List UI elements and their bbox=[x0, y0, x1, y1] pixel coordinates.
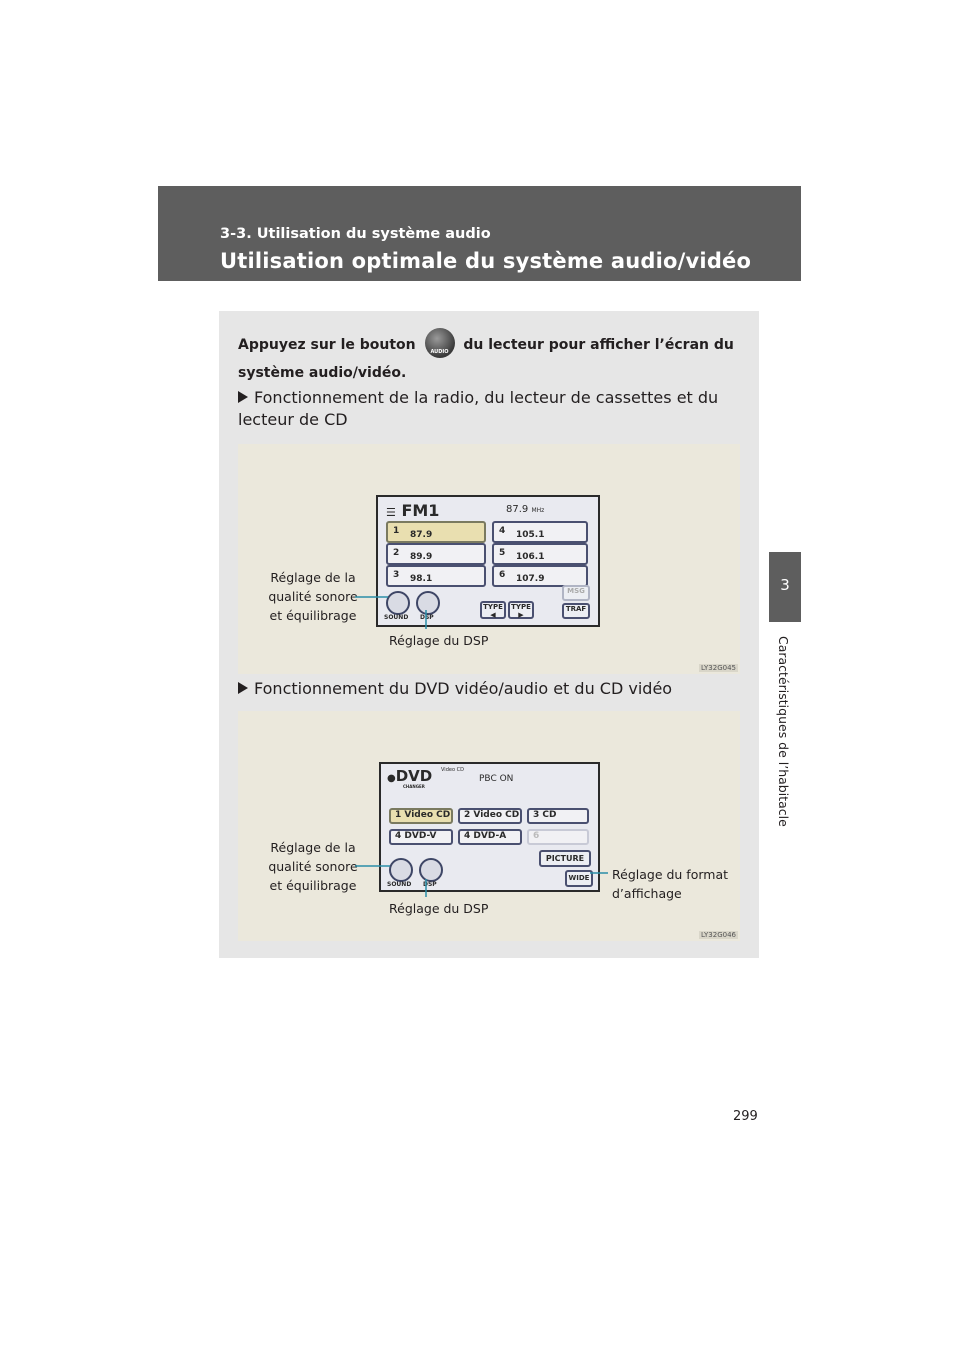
frequency-value: 87.9 bbox=[506, 504, 529, 515]
chapter-side-label-text: Caractéristiques de l’habitacle bbox=[776, 636, 791, 827]
band-text: FM1 bbox=[401, 501, 440, 520]
arrow-right-icon: ▶ bbox=[518, 611, 524, 619]
preset-value: 87.9 bbox=[410, 530, 433, 540]
preset-number: 4 bbox=[499, 526, 506, 536]
sound-button-label: SOUND bbox=[387, 881, 412, 888]
chapter-side-label bbox=[773, 636, 795, 836]
disc-number: 2 bbox=[464, 810, 471, 820]
callout-sound-quality: Réglage de la qualité sonore et équilibrage bbox=[268, 840, 358, 893]
callout-dsp: Réglage du DSP bbox=[389, 633, 489, 648]
callout-sound-quality: Réglage de la qualité sonore et équilibrage bbox=[268, 570, 358, 623]
intro-after: du lecteur pour afficher l’écran du système audio/vidéo. bbox=[238, 337, 734, 381]
dvd-title-text: DVD bbox=[395, 767, 433, 785]
audio-button-label: AUDIO bbox=[430, 349, 449, 355]
callout-leaders bbox=[238, 444, 740, 674]
type-prev-label: TYPE bbox=[483, 603, 503, 611]
traf-button[interactable]: TRAF bbox=[562, 603, 590, 619]
msg-button[interactable]: MSG bbox=[562, 585, 590, 601]
section-heading-dvd bbox=[238, 678, 743, 700]
preset-value: 107.9 bbox=[516, 574, 545, 584]
preset-number: 5 bbox=[499, 548, 506, 558]
content-panel bbox=[219, 311, 759, 958]
preset-value: 105.1 bbox=[516, 530, 545, 540]
disc-type-label: Video CD bbox=[441, 767, 464, 773]
section-heading-dvd-text: Fonctionnement du DVD vidéo/audio et du CD vidéo bbox=[254, 679, 673, 698]
intro-before: Appuyez sur le bouton bbox=[238, 337, 416, 353]
intro-paragraph bbox=[238, 330, 738, 386]
disc-number: 6 bbox=[533, 831, 540, 841]
dvd-subtitle: CHANGER bbox=[403, 784, 425, 789]
figure-code: LY32G045 bbox=[701, 664, 736, 672]
triangle-bullet-icon bbox=[238, 391, 248, 403]
sound-button-label: SOUND bbox=[384, 614, 409, 621]
callout-leaders bbox=[238, 711, 740, 941]
triangle-bullet-icon bbox=[238, 682, 248, 694]
dsp-button-label: DSP bbox=[420, 614, 434, 621]
preset-value: 98.1 bbox=[410, 574, 433, 584]
page-title: Utilisation optimale du système audio/vidéo bbox=[220, 249, 752, 273]
disc-label: Video CD bbox=[473, 810, 520, 820]
disc-label: DVD-A bbox=[473, 831, 507, 841]
dsp-button-label: DSP bbox=[423, 881, 437, 888]
disc-label: Video CD bbox=[404, 810, 451, 820]
disc-number: 4 bbox=[395, 831, 402, 841]
antenna-icon: ☰ bbox=[386, 506, 396, 519]
chapter-header bbox=[158, 186, 801, 281]
dvd-screen-figure bbox=[238, 711, 740, 941]
pbc-status: PBC ON bbox=[479, 774, 514, 784]
preset-number: 1 bbox=[393, 526, 400, 536]
callout-display-format: Réglage du format d’affichage bbox=[612, 867, 729, 901]
section-heading-radio bbox=[238, 387, 743, 431]
disc-number: 4 bbox=[464, 831, 471, 841]
audio-button-icon bbox=[425, 328, 455, 358]
disc-icon: ● bbox=[387, 773, 396, 784]
radio-screen-figure bbox=[238, 444, 740, 674]
chapter-tab bbox=[769, 552, 801, 622]
preset-number: 6 bbox=[499, 570, 506, 580]
arrow-left-icon: ◀ bbox=[490, 611, 496, 619]
page-number: 299 bbox=[733, 1109, 758, 1124]
chapter-number: 3 bbox=[780, 576, 790, 594]
section-label: 3-3. Utilisation du système audio bbox=[220, 226, 491, 242]
callout-dsp: Réglage du DSP bbox=[389, 901, 489, 916]
preset-number: 3 bbox=[393, 570, 400, 580]
disc-label: CD bbox=[542, 810, 557, 820]
disc-number: 1 bbox=[395, 810, 402, 820]
section-heading-radio-text: Fonctionnement de la radio, du lecteur de cassettes et du lecteur de CD bbox=[238, 388, 719, 429]
preset-value: 89.9 bbox=[410, 552, 433, 562]
disc-number: 3 bbox=[533, 810, 540, 820]
preset-number: 2 bbox=[393, 548, 400, 558]
wide-button[interactable]: WIDE bbox=[565, 870, 593, 887]
disc-label: DVD-V bbox=[404, 831, 437, 841]
picture-button[interactable]: PICTURE bbox=[539, 850, 591, 867]
type-next-label: TYPE bbox=[511, 603, 531, 611]
figure-code: LY32G046 bbox=[701, 931, 736, 939]
frequency-unit: MHz bbox=[531, 507, 545, 514]
preset-value: 106.1 bbox=[516, 552, 545, 562]
